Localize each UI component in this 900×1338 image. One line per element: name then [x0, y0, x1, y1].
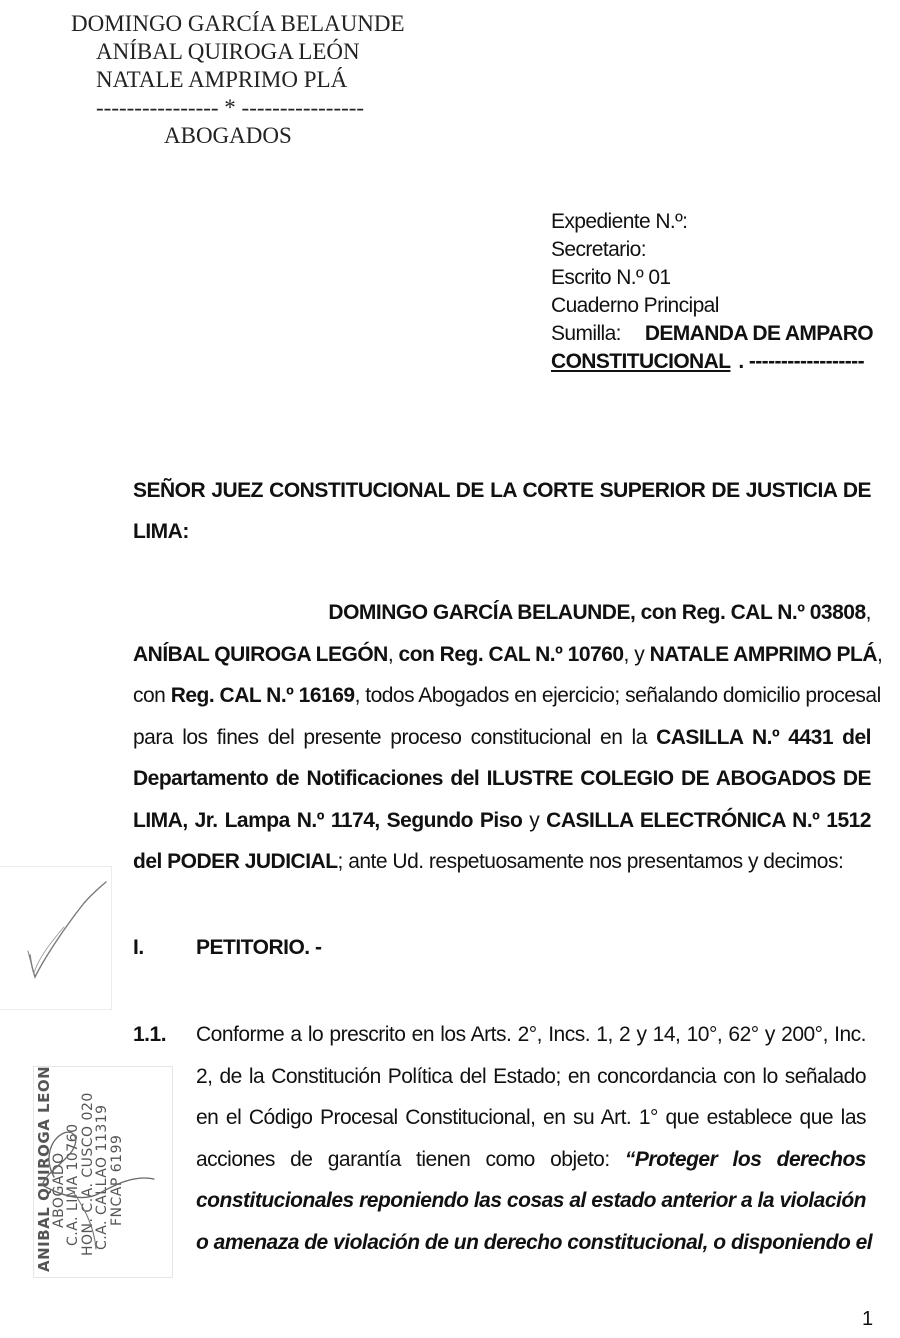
poder-judicial: del PODER JUDICIAL: [133, 850, 338, 873]
intro-text: , todos Abogados en ejercicio; señalando domicilio procesal: [354, 684, 881, 707]
intro-text: ; ante Ud. respetuosamente nos presentamos y decimos:: [337, 850, 844, 873]
sumilla-title: DEMANDA DE AMPARO: [644, 322, 873, 345]
section-number: I.: [133, 936, 144, 959]
cuaderno-label: Cuaderno Principal: [551, 294, 719, 317]
casilla-electronica: CASILLA ELECTRÓNICA N.º 1512: [546, 808, 871, 832]
intro-text: con: [133, 684, 171, 707]
sumilla-dashes: . ------------------: [738, 350, 864, 373]
escrito-label: Escrito N.º 01: [551, 266, 671, 289]
intro-line-1: [133, 592, 871, 634]
intro-text: para los fines del presente proceso constitucional en la: [133, 725, 657, 749]
sumilla-underlined: CONSTITUCIONAL: [551, 350, 731, 373]
item-line-1: Conforme a lo prescrito en los Arts. 2°, Incs. 1, 2 y 14, 10°, 62° y 200°, Inc.: [196, 1023, 866, 1046]
sumilla-line: [551, 320, 873, 348]
stamp-reg-fncap: FNCAP 6199: [108, 1134, 125, 1226]
handwritten-signature: [0, 867, 111, 1009]
page-number: 1: [862, 1308, 874, 1330]
letterhead-name-garcia: DOMINGO GARCÍA BELAUNDE: [71, 11, 405, 36]
sumilla-line-2: [551, 348, 873, 376]
item-line-6: o amenaza de violación de un derecho constitucional, o disponiendo el: [196, 1230, 873, 1254]
letterhead-name-amprimo: NATALE AMPRIMO PLÁ: [96, 67, 348, 92]
item-body: [196, 1014, 873, 1263]
lawyer-garcia: DOMINGO GARCÍA BELAUNDE, con Reg. CAL N.º 03808: [328, 601, 866, 624]
item-line-2: 2, de la Constitución Política del Estado; en concordancia con lo señalado: [196, 1064, 866, 1088]
lawyer-amprimo: NATALE AMPRIMO PLÁ: [649, 642, 877, 666]
item-line-4: [196, 1139, 866, 1181]
item-line-3: en el Código Procesal Constitucional, en su Art. 1° que establece que las: [196, 1106, 866, 1129]
case-info: [551, 208, 873, 376]
intro-comma: ,: [865, 601, 871, 624]
reg-quiroga: con Reg. CAL N.º 10760: [398, 642, 624, 666]
letterhead-separator: ---------------- * ----------------: [96, 95, 365, 120]
addressee: SEÑOR JUEZ CONSTITUCIONAL DE LA CORTE SUPERIOR DE JUSTICIA DE LIMA:: [133, 479, 871, 543]
lawyer-stamp: [33, 1066, 173, 1278]
item-number: 1.1.: [133, 1023, 167, 1046]
signature-box: [0, 866, 112, 1010]
intro-line-2: [133, 634, 883, 676]
casilla-number: CASILLA N.º 4431 del: [656, 725, 871, 749]
address: LIMA, Jr. Lampa N.º 1174, Segundo Piso: [133, 808, 523, 832]
reg-amprimo: Reg. CAL N.º 16169: [170, 684, 355, 707]
stamp-reg-callao: C.A. CALLAO 11319: [94, 1104, 110, 1250]
section-title: PETITORIO. -: [196, 936, 322, 959]
intro-text: y: [522, 808, 547, 832]
intro-line-7: [133, 841, 871, 883]
stamp-name: ANIBAL QUIROGA LEON: [35, 1065, 53, 1272]
intro-paragraph: [133, 592, 883, 883]
colegio-abogados: Departamento de Notificaciones del ILUSTRE COLEGIO DE ABOGADOS DE: [133, 767, 871, 790]
intro-text: ,: [877, 642, 883, 666]
expediente-label: Expediente N.º:: [551, 210, 688, 233]
secretario-label: Secretario:: [551, 238, 646, 261]
stamp-title: ABOGADO: [50, 1152, 67, 1228]
intro-text: ,: [387, 642, 399, 666]
stamp-reg-lima: C.A. LIMA 10760: [65, 1123, 81, 1246]
item-line-5: constitucionales reponiendo las cosas al estado anterior a la violación: [196, 1189, 866, 1212]
letterhead-title: ABOGADOS: [164, 123, 292, 148]
intro-line-4: [133, 717, 871, 759]
sumilla-label: Sumilla:: [551, 322, 621, 345]
quote-start: “Proteger los derechos: [624, 1147, 866, 1171]
intro-text: , y: [623, 642, 650, 666]
intro-line-6: [133, 800, 871, 842]
letterhead-name-quiroga: ANÍBAL QUIROGA LEÓN: [96, 39, 360, 64]
lawyer-quiroga: ANÍBAL QUIROGA LEGÓN: [133, 642, 388, 666]
intro-line-5: [133, 758, 871, 800]
intro-line-3: [133, 675, 881, 717]
stamp-reg-cusco: HON. C.A. CUSCO 020: [79, 1092, 96, 1256]
stamp-signature: [34, 1067, 172, 1277]
item-text: acciones de garantía tienen como objeto:: [196, 1147, 625, 1171]
